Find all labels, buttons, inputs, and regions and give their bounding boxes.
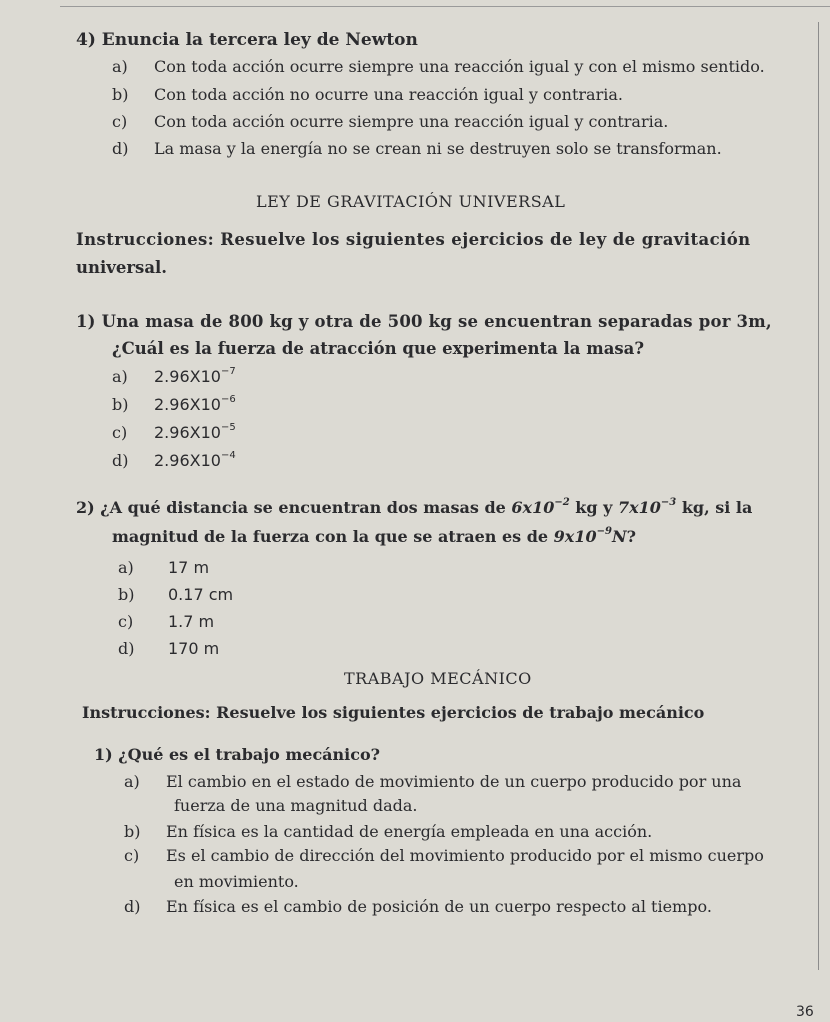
trabajo-q1-option-b[interactable] xyxy=(124,822,652,841)
trabajo-q1-title: 1) ¿Qué es el trabajo mecánico? xyxy=(94,745,381,764)
top-rule xyxy=(60,6,830,7)
gravitation-instructions-line1: Instrucciones: Resuelve los siguientes ejercicios de ley de gravitación xyxy=(76,230,751,249)
option-label: c) xyxy=(118,612,134,631)
option-label: b) xyxy=(112,395,129,414)
q4-option-d[interactable] xyxy=(112,139,722,158)
option-label: d) xyxy=(112,451,129,470)
option-text: 17 m xyxy=(168,558,210,577)
trabajo-q1-option-a[interactable] xyxy=(124,772,741,791)
mass-1-value: $6x10^{-2}$ xyxy=(511,496,570,517)
trabajo-q1-option-c[interactable] xyxy=(124,846,764,865)
option-text: La masa y la energía no se crean ni se destruyen solo se transforman. xyxy=(154,139,722,158)
grav-q1-line2: ¿Cuál es la fuerza de atracción que experimenta la masa? xyxy=(112,339,645,358)
option-text: En física es el cambio de posición de un cuerpo respecto al tiempo. xyxy=(166,897,712,916)
option-label: a) xyxy=(112,367,128,386)
gravitation-heading: LEY DE GRAVITACIÓN UNIVERSAL xyxy=(256,192,566,211)
trabajo-q1-option-c-line2: en movimiento. xyxy=(174,872,299,891)
grav-q2-line2: magnitud de la fuerza con la que se atraen es de $9x10^{-9}N$? xyxy=(112,525,636,546)
grav-q2-option-b[interactable] xyxy=(118,585,233,604)
option-label: c) xyxy=(112,112,128,131)
trabajo-instructions: Instrucciones: Resuelve los siguientes ejercicios de trabajo mecánico xyxy=(82,703,705,722)
q4-option-a[interactable] xyxy=(112,57,765,76)
mass-2-value: $7x10^{-3}$ xyxy=(617,496,677,517)
option-label: b) xyxy=(112,85,129,104)
option-label: a) xyxy=(124,772,140,791)
grav-q1-option-a[interactable] xyxy=(112,367,236,386)
option-label: b) xyxy=(118,585,135,604)
option-text: 0.17 cm xyxy=(168,585,234,604)
gravitation-instructions-line2: universal. xyxy=(76,258,168,277)
option-value: $2.96X10^{-4}$ xyxy=(154,449,236,470)
option-text-line1: Es el cambio de dirección del movimiento producido por el mismo cuerpo xyxy=(166,846,764,865)
option-text: Con toda acción no ocurre una reacción igual y contraria. xyxy=(154,85,623,104)
option-value: $2.96X10^{-7}$ xyxy=(154,365,236,386)
option-label: c) xyxy=(112,423,128,442)
trabajo-q1-option-a-line2: fuerza de una magnitud dada. xyxy=(174,796,418,815)
q4-option-c[interactable] xyxy=(112,112,668,131)
grav-q2-option-d[interactable] xyxy=(118,639,219,658)
option-label: a) xyxy=(112,57,128,76)
option-label: d) xyxy=(112,139,129,158)
option-text-line1: El cambio en el estado de movimiento de un cuerpo producido por una xyxy=(166,772,742,791)
option-text: Con toda acción ocurre siempre una reacción igual y contraria. xyxy=(154,112,669,131)
grav-q2-line1: 2) ¿A qué distancia se encuentran dos masas de $6x10^{-2}$ kg y $7x10^{-3}$ kg, si la xyxy=(76,496,753,517)
option-text: 170 m xyxy=(168,639,220,658)
trabajo-heading: TRABAJO MECÁNICO xyxy=(344,669,532,688)
grav-q2-option-a[interactable] xyxy=(118,558,209,577)
option-value: $2.96X10^{-6}$ xyxy=(154,393,236,414)
q4-option-b[interactable] xyxy=(112,85,623,104)
grav-q1-option-d[interactable] xyxy=(112,451,236,470)
grav-q2-option-c[interactable] xyxy=(118,612,214,631)
option-label: b) xyxy=(124,822,141,841)
option-value: $2.96X10^{-5}$ xyxy=(154,421,236,442)
option-label: d) xyxy=(124,897,141,916)
option-label: a) xyxy=(118,558,134,577)
right-margin-rule xyxy=(818,22,819,970)
option-text: Con toda acción ocurre siempre una reacción igual y con el mismo sentido. xyxy=(154,57,765,76)
q4-title: 4) Enuncia la tercera ley de Newton xyxy=(76,30,418,50)
option-label: d) xyxy=(118,639,135,658)
option-label: c) xyxy=(124,846,140,865)
option-text: En física es la cantidad de energía empleada en una acción. xyxy=(166,822,653,841)
trabajo-q1-option-d[interactable] xyxy=(124,897,712,916)
page-number: 36 xyxy=(796,1004,814,1020)
force-value: $9x10^{-9}N$ xyxy=(553,525,627,546)
grav-q1-option-c[interactable] xyxy=(112,423,236,442)
option-text: 1.7 m xyxy=(168,612,215,631)
grav-q1-option-b[interactable] xyxy=(112,395,236,414)
grav-q1-line1: 1) Una masa de 800 kg y otra de 500 kg se encuentran separadas por 3m, xyxy=(76,312,772,331)
